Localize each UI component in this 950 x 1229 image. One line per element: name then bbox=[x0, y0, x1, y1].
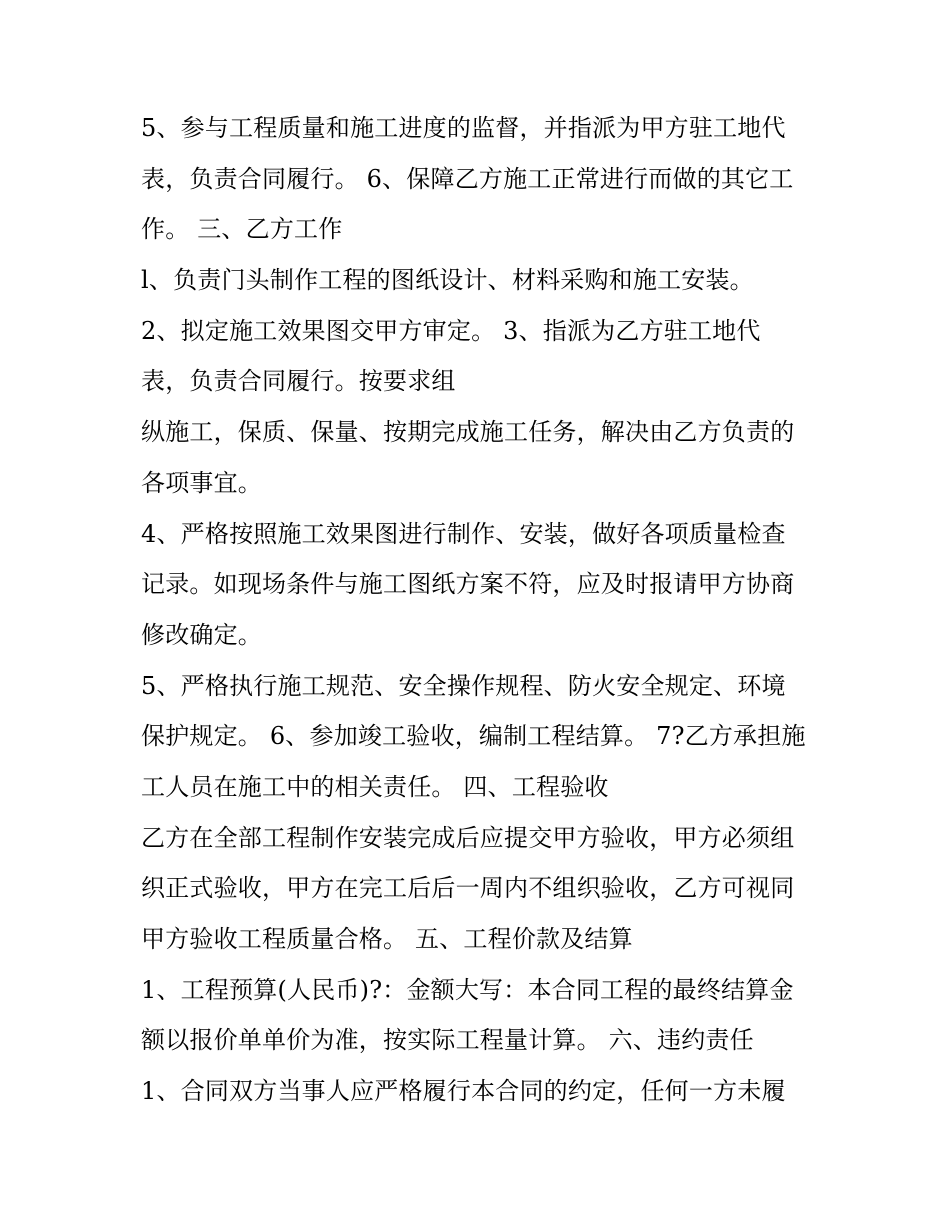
text-line: 乙方在全部工程制作安装完成后应提交甲方验收，甲方必须组 bbox=[141, 823, 795, 852]
text-line: 工人员在施工中的相关责任。 四、工程验收 bbox=[141, 772, 609, 801]
text-line: 记录。如现场条件与施工图纸方案不符，应及时报请甲方协商 bbox=[141, 570, 795, 599]
text-line: l、负责门头制作工程的图纸设计、材料采购和施工安装。 bbox=[141, 266, 754, 295]
text-line: 表，负责合同履行。按要求组 bbox=[141, 367, 456, 396]
text-line: 各项事宜。 bbox=[141, 468, 262, 497]
text-line: 1、工程预算(人民币)?：金额大写：本合同工程的最终结算金 bbox=[141, 975, 794, 1004]
text-line: 修改确定。 bbox=[141, 620, 262, 649]
text-line: 额以报价单单价为准，按实际工程量计算。 六、违约责任 bbox=[141, 1026, 754, 1055]
text-line: 纵施工，保质、保量、按期完成施工任务，解决由乙方负责的 bbox=[141, 418, 795, 447]
text-line: 保护规定。 6、参加竣工验收，编制工程结算。 7?乙方承担施 bbox=[141, 722, 806, 751]
text-line: 5、参与工程质量和施工进度的监督，并指派为甲方驻工地代 bbox=[141, 114, 786, 142]
text-line: 织正式验收，甲方在完工后后一周内不组织验收，乙方可视同 bbox=[141, 874, 795, 903]
text-line: 甲方验收工程质量合格。 五、工程价款及结算 bbox=[141, 925, 633, 953]
document-body bbox=[141, 103, 821, 1117]
text-line: 表，负责合同履行。 6、保障乙方施工正常进行而做的其它工 bbox=[141, 164, 794, 193]
text-line: 作。 三、乙方工作 bbox=[141, 215, 343, 244]
text-line: 1、合同双方当事人应严格履行本合同的约定，任何一方未履 bbox=[141, 1077, 786, 1106]
text-line: 4、严格按照施工效果图进行制作、安装，做好各项质量检查 bbox=[141, 519, 786, 548]
text-line: 2、拟定施工效果图交甲方审定。 3、指派为乙方驻工地代 bbox=[141, 316, 761, 345]
text-line: 5、严格执行施工规范、安全操作规程、防火安全规定、环境 bbox=[141, 671, 786, 700]
